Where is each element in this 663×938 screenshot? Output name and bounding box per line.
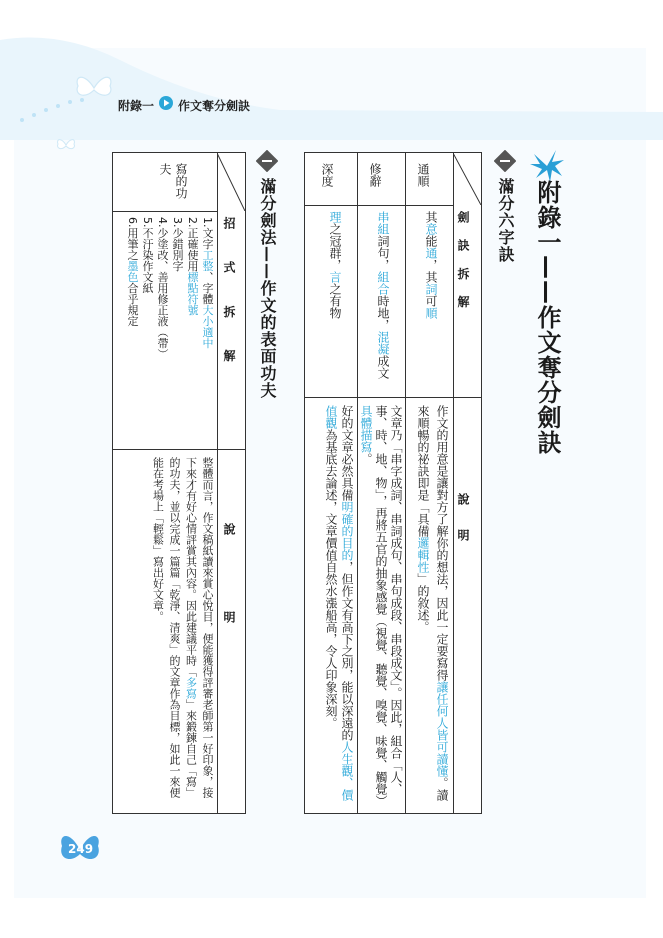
detail-highlight: 通 <box>424 247 438 259</box>
header-diagonal-line <box>217 153 245 211</box>
explain-text: 。讀來順暢的祕訣即是「具備 <box>416 405 449 801</box>
play-arrow-icon <box>159 96 173 110</box>
explain-text: 。 <box>359 453 373 465</box>
item-text: 合乎規定 <box>126 282 139 327</box>
row-explain-tongshun <box>409 405 451 805</box>
page-title: 附錄一——作文奪分劍訣 <box>533 180 561 455</box>
detail-text: 之冠群， <box>328 223 342 271</box>
detail-text: 之有物 <box>328 283 342 319</box>
row-label-tongshun: 通順 <box>416 163 430 187</box>
header-diagonal-line <box>453 153 481 205</box>
row-label-xiuci: 修辭 <box>368 163 382 187</box>
row-explain-xiuci <box>359 405 403 805</box>
detail-highlight: 串組 <box>376 211 390 235</box>
item-text: 5.不汙染作文紙 <box>141 217 154 294</box>
explain-text: 」的敘述。 <box>416 573 430 633</box>
detail-highlight: 順 <box>424 307 438 319</box>
col1-header: 劍 訣 拆 解 <box>456 211 470 314</box>
item-highlight: 標點符號 <box>186 271 199 316</box>
item-text: 4.少塗改、善用修正液（帶） <box>156 217 169 360</box>
detail-text: ，其 <box>424 259 438 283</box>
explain-text: 作文的用意是讓對方了解你的想法，因此一定要寫得 <box>435 405 449 681</box>
header-title: 作文奪分劍訣 <box>178 99 251 113</box>
explain-text: 好的文章必然具備 <box>340 405 354 501</box>
item-highlight: 大小適中 <box>201 304 214 349</box>
item-highlight: 墨色 <box>126 260 139 283</box>
detail-text: 能 <box>424 235 438 247</box>
explain-highlight: 明確的目的 <box>340 501 354 561</box>
detail-text: 詞句， <box>376 235 390 271</box>
detail-text: 可 <box>424 295 438 307</box>
col2-header: 說 明 <box>456 493 470 541</box>
explain-text: 文章乃「串字成詞、串詞成句、串句成段、串段成文」。因此，組合「人、事、時、地、物」，再將五官的抽象感覺（視覺、聽覺、嗅覺、味覺、觸覺） <box>374 405 403 807</box>
row-explain-shendu <box>309 405 355 805</box>
row-detail-tongshun <box>423 211 439 391</box>
page-number: 249 <box>68 842 94 856</box>
section2-title: 滿分劍法——作文的表面功夫 <box>258 178 277 399</box>
skill-list <box>117 217 215 445</box>
explain-highlight: 讓任何人皆可讀懂 <box>435 681 449 777</box>
item-text: 1.文字 <box>201 217 214 250</box>
six-word-table-frame <box>304 152 482 814</box>
detail-highlight: 理 <box>328 211 342 223</box>
butterfly-icon <box>74 70 114 106</box>
list-item <box>170 217 185 445</box>
col2-header: 說 明 <box>222 523 236 633</box>
detail-highlight: 意 <box>424 223 438 235</box>
list-item <box>155 217 170 445</box>
surface-explain <box>117 457 215 807</box>
detail-highlight: 言 <box>328 271 342 283</box>
detail-highlight: 混凝 <box>376 331 390 355</box>
detail-text: 其 <box>424 211 438 223</box>
explain-highlight: 具體描寫 <box>359 405 373 453</box>
item-highlight: 工整 <box>201 249 214 272</box>
section-diamond-icon <box>256 150 278 172</box>
list-item <box>125 217 140 445</box>
explain-text: 」來鍛鍊自己「寫」的功夫，並以完成一篇篇「乾淨、清爽」的文章作為目標，如此一來便能在考場上「輕鬆」寫出好文章。 <box>151 457 198 798</box>
detail-text: 成文 <box>376 355 390 379</box>
item-text: 2.正確使用 <box>186 217 199 272</box>
list-item <box>140 217 155 445</box>
small-butterfly-icon <box>56 136 76 154</box>
item-text: 3.少錯別字 <box>171 217 184 272</box>
item-text: 、字體 <box>201 271 214 305</box>
section1-title: 滿分六字訣 <box>496 178 515 263</box>
row-label-shendu: 深度 <box>320 163 334 187</box>
detail-highlight: 組合 <box>376 271 390 295</box>
header-appendix: 附錄一 <box>118 99 155 113</box>
detail-highlight: 詞 <box>424 283 438 295</box>
list-item <box>185 217 200 445</box>
row-detail-xiuci <box>375 211 391 391</box>
section-diamond-icon <box>494 150 516 172</box>
explain-highlight: 人生觀、價值觀 <box>324 405 354 801</box>
explain-text: 為基底去論述，文章價值自然水漲船高，令人印象深刻。 <box>324 429 338 729</box>
item-text: 6.用筆之 <box>126 217 139 261</box>
explain-text: ，但作文有高下之別，能以深遠的 <box>340 561 354 741</box>
list-item <box>200 217 215 445</box>
detail-text: 時地， <box>376 295 390 331</box>
row-label-writing: 寫的功夫 <box>158 163 188 199</box>
col1-header: 招 式 拆 解 <box>222 217 236 376</box>
surface-skill-table <box>112 152 246 814</box>
leaf-icon <box>530 148 564 184</box>
row-detail-shendu <box>327 211 343 391</box>
explain-text: 整體而言，作文稿紙讀來賞心悅目，便能獲得評審老師第一好印象，接下來才有好心情評賞其內容。因此建議平時「 <box>184 457 214 798</box>
explain-highlight: 邏輯性 <box>416 537 430 573</box>
explain-highlight: 多寫 <box>184 677 198 699</box>
